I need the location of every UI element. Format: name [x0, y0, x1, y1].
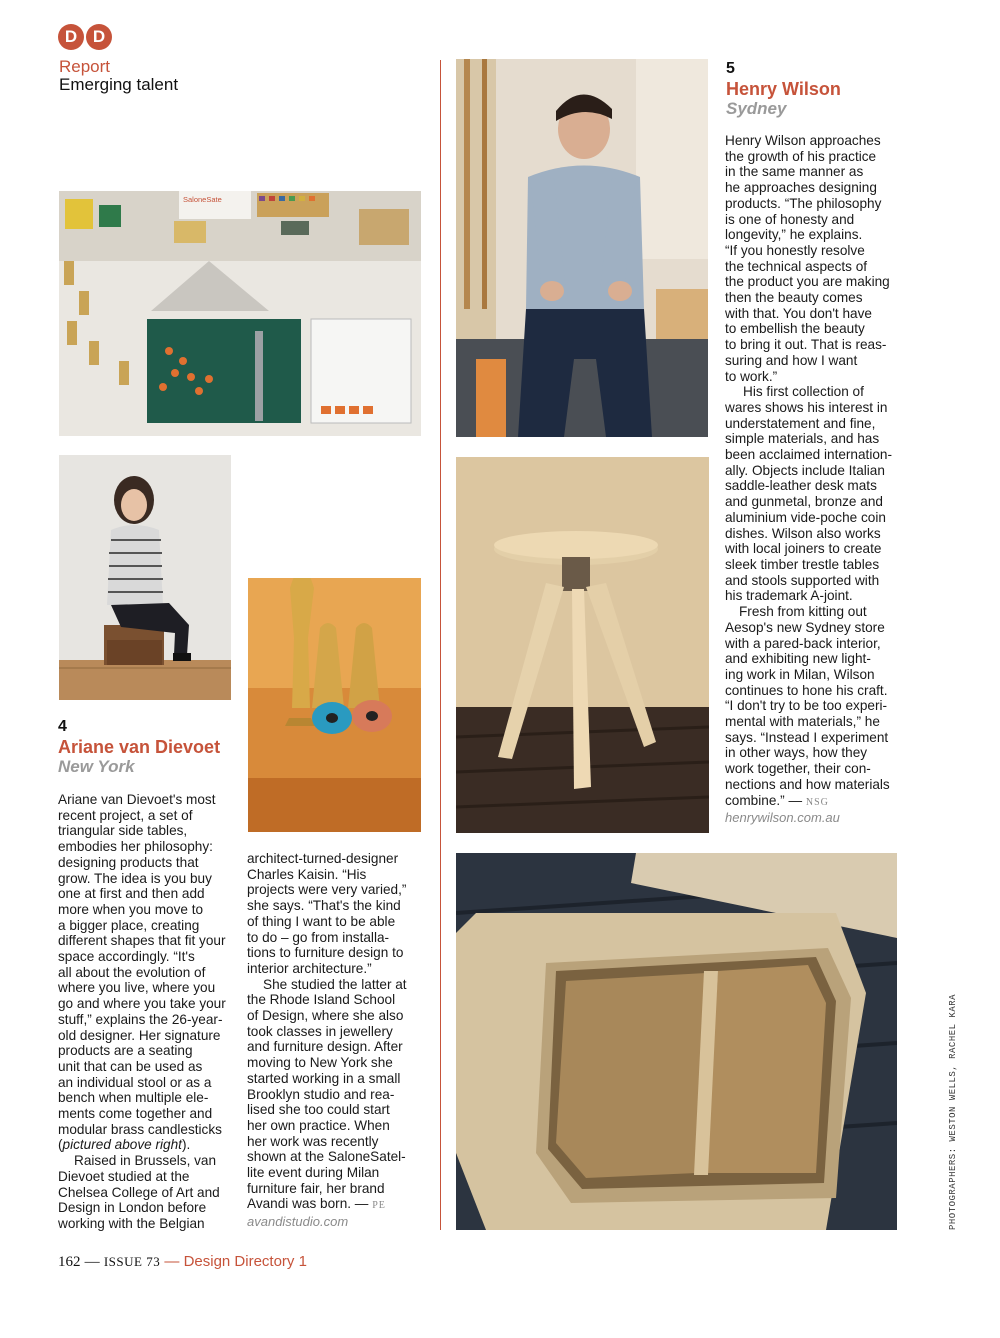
profile-5-paragraph-3-text: Fresh from kitting out Aesop's new Sydney store with a pared-back interior, and exhibiting new light- ing work in Milan, Wilson continues to hone his craft. “I don't try to be too experi- mental with materials,” he says. “Instead I experiment in other ways, how they work together, their con- nections and how materials combine.” —	[725, 604, 890, 808]
profile-5-paragraph-3	[725, 604, 905, 810]
profile-5-column	[725, 133, 905, 825]
profile-4-website[interactable]: avandistudio.com	[247, 1214, 349, 1230]
workbench-photo	[59, 191, 421, 436]
footer-dash-2: —	[164, 1253, 180, 1270]
henry-wilson-portrait-photo	[456, 59, 708, 437]
magazine-logo	[58, 24, 112, 50]
directory-title: Design Directory 1	[183, 1253, 307, 1270]
profile-5-name: Henry Wilson	[726, 79, 841, 99]
tray-photo	[456, 853, 897, 1230]
issue-number: ISSUE 73	[103, 1254, 161, 1269]
profile-5-city: Sydney	[726, 99, 787, 118]
profile-4-paragraph-2: Raised in Brussels, van Dievoet studied at the Chelsea College of Art and Design in London before working with the Belgian	[58, 1153, 220, 1231]
profile-5-signature: NSG	[805, 796, 829, 808]
logo-letter-1: D	[58, 24, 84, 50]
page-number: 162	[58, 1254, 81, 1270]
workbench-sign-text: SaloneSate	[183, 195, 222, 204]
profile-4-column-1	[58, 792, 238, 1232]
profile-5-number: 5	[726, 60, 735, 77]
profile-4-paragraph-4	[247, 977, 427, 1215]
page-footer	[58, 1253, 307, 1271]
ariane-portrait-photo	[59, 455, 231, 700]
profile-4-name: Ariane van Dievoet	[58, 737, 221, 757]
profile-4-signature: PE	[372, 1200, 386, 1212]
profile-4-paragraph-1-italic: pictured above right	[62, 1137, 182, 1153]
profile-5-website[interactable]: henrywilson.com.au	[725, 810, 840, 826]
logo-letter-2: D	[86, 24, 112, 50]
column-divider	[440, 60, 441, 1230]
profile-4-paragraph-1-end: ).	[181, 1137, 191, 1153]
candlestick-photo	[248, 578, 421, 832]
profile-4-number: 4	[58, 718, 67, 735]
profile-4-paragraph-1-text: Ariane van Dievoet's most recent project, a set of triangular side tables, embodies her philosophy: designing products that grow. The idea is you buy one at first and then add more when you move to a bigger place, creating different shapes that fit your space accordingly. “It's all about the evolution of where you live, where you go and where you take your stuff,” explains the 26-year- old designer. Her signature products are a seating unit that can be used as an individual stool or as a bench when multiple ele- ments come together and modular brass candlesticks	[58, 792, 226, 1137]
profile-5-paragraph-2: His first collection of wares shows his interest in understatement and fine, simple materials, and has been acclaimed internation- ally. Objects include Italian saddle-leather desk mats and gunmetal, bronze and aluminium vide-poche coin dishes. Wilson also works with local joiners to create sleek timber trestle tables and stools supported with his trademark A-joint.	[725, 384, 893, 604]
footer-dash-1: —	[84, 1254, 100, 1270]
section-subtitle: Emerging talent	[59, 75, 179, 94]
profile-4-city: New York	[58, 757, 135, 776]
profile-4-paragraph-4-text: She studied the latter at the Rhode Island School of Design, where she also took classes in jewellery and furniture design. After moving to New York she started working in a small Brooklyn studio and rea- lised she too could start her own practice. When her work was recently shown at the SaloneSatel- lite event during Milan furniture fair, her brand Avandi was born. —	[247, 976, 407, 1212]
profile-4-paragraph-3: architect-turned-designer Charles Kaisin. “His projects were very varied,” she says. “That's the kind of thing I want to be able to do – go from installa- tions to furniture design to interior architecture.”	[247, 851, 407, 976]
profile-4-column-2	[247, 851, 427, 1229]
stool-photo	[456, 457, 709, 833]
photo-credit: PHOTOGRAPHERS: WESTON WELLS, RACHEL KARA	[948, 993, 958, 1230]
profile-4-paragraph-1: Ariane van Dievoet's most recent project, a set of triangular side tables, embodies her philosophy: designing products that grow. The idea is you buy one at first and then add more when you move to a bigger place, creating different shapes that fit your space accordingly. “It's all about the evolution of where you live, where you go and where you take your stuff,” explains the 26-year- old designer. Her signature products are a seating unit that can be used as an individual stool or as a bench when multiple ele- ments come together and modular brass candlesticks (pictured above right).	[58, 792, 226, 1153]
profile-5-paragraph-1: Henry Wilson approaches the growth of his practice in the same manner as he approaches designing products. “The philosophy is one of honesty and longevity,” he explains. “If you honestly resolve the technical aspects of the product you are making then the beauty comes with that. You don't have to embellish the beauty to bring it out. That is reas- suring and how I want to work.”	[725, 133, 890, 384]
section-label: Report	[59, 57, 111, 76]
